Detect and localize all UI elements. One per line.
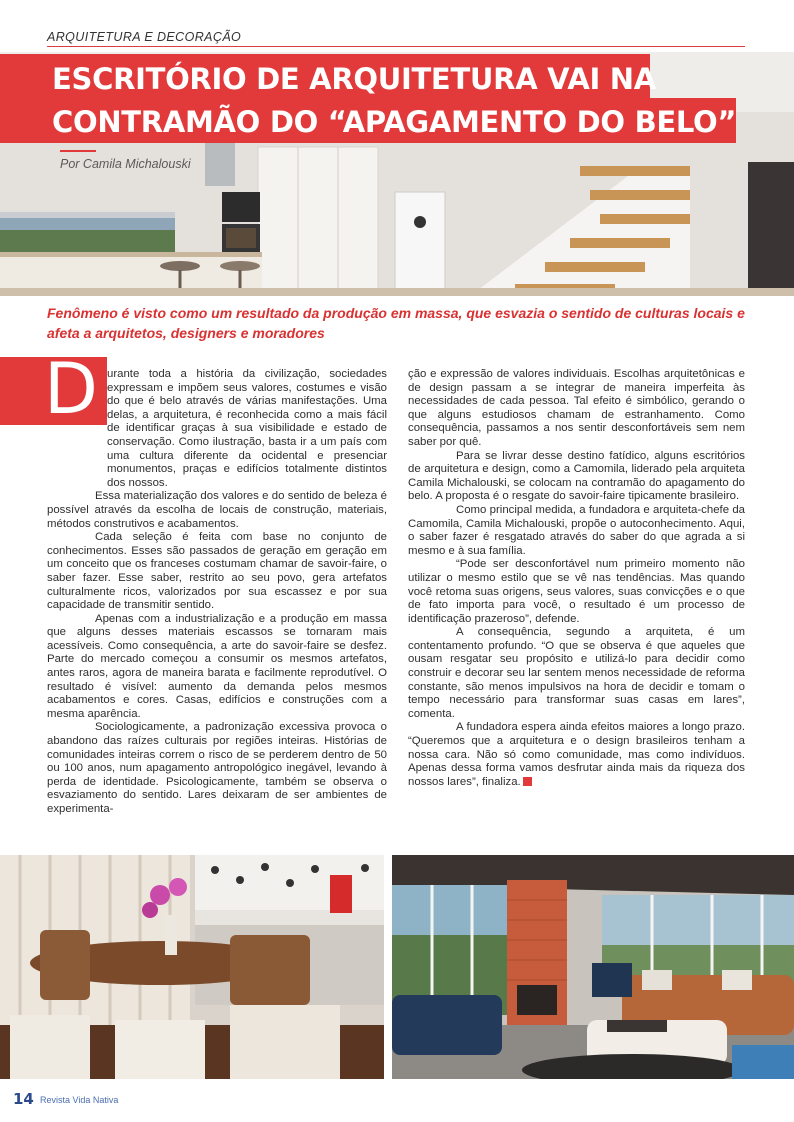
paragraph: Apenas com a industrialização e a produção em massa que alguns desses materiais escassos se tornaram mais acessíveis. Como consequência, a arte do savoir-faire se desfez. Parte do mercado começou a consumir os mesmos artefatos, antes raros, agora de maneira barata e facilmente reprodutível. O resultado é visível: aumento da demanda pelos mesmos acabamentos e cores. Casas, edifícios e construções com a mesma aparência. — [47, 612, 387, 720]
dropcap-letter: D — [44, 348, 98, 430]
author-byline: Por Camila Michalouski — [60, 157, 191, 171]
living-room-illustration — [392, 855, 794, 1079]
paragraph: Essa materialização dos valores e do sentido de beleza é possível através da escolha de locais de construção, materiais, métodos construtivos e acabamentos. — [47, 490, 387, 530]
living-room-photo — [392, 855, 794, 1079]
dining-room-photo — [0, 855, 384, 1079]
section-divider — [47, 46, 745, 47]
paragraph: Cada seleção é feita com base no conjunto de conhecimentos. Esses são passados de geração em geração em um conceito que os franceses costumam chamar de savoir-faire, o saber fazer. Esse saber, restrito ao seu povo, gera artefatos culturalmente ricos, valorizados por sua escassez e por sua capacidade de transmitir sentido. — [47, 531, 387, 612]
paragraph: “Pode ser desconfortável num primeiro momento não utilizar o mesmo estilo que se vê nas tendências. Mas quando você retoma suas origens, seus valores, suas convicções e o que de fato importa para você, o resultado é um processo de identificação prazeroso”, defende. — [408, 558, 745, 625]
article-headline — [52, 58, 752, 144]
article-lead: Fenômeno é visto como um resultado da produção em massa, que esvazia o sentido de culturas locais e afeta a arquitetos, designers e moradores — [47, 305, 745, 341]
body-column-right — [408, 368, 745, 789]
paragraph-final-text: A fundadora espera ainda efeitos maiores a longo prazo. “Queremos que a arquitetura e o design brasileiros tenham a nossa cara. Não só como comunidade, mas como indivíduos. Apenas dessa forma vamos desfrutar ainda mais da riqueza dos nossos lares”, finaliza. — [408, 721, 745, 788]
end-of-article-mark — [523, 777, 532, 786]
paragraph: Como principal medida, a fundadora e arquiteta-chefe da Camomila, Camila Michalouski, propõe o autoconhecimento. Aqui, o saber fazer é resgatado através do saber do que agrada a si mesmo e à sua família. — [408, 503, 745, 557]
paragraph: Para se livrar desse destino fatídico, alguns escritórios de arquitetura e design, como a Camomila, liderado pela arquiteta Camila Michalouski, se colocam na contramão do apagamento do belo. A proposta é o resgate do savoir-faire tipicamente brasileiro. — [408, 449, 745, 503]
section-label: ARQUITETURA E DECORAÇÃO — [47, 30, 242, 44]
headline-line-2: CONTRAMÃO DO “APAGAMENTO DO BELO” — [52, 105, 737, 139]
paragraph: urante toda a história da civilização, sociedades expressam e impõem seus valores, costumes e visão do que é belo através de várias manifestações. Uma delas, a arquitetura, é reconhecida como a mais fácil de identificar graças à sua visibilidade e estado de conservação. Como ilustração, basta ir a um país com uma cultura diferente da ocidental e presenciar monumentos, praças e edifícios totalmente distintos dos nossos. — [107, 368, 387, 489]
paragraph: Sociologicamente, a padronização excessiva provoca o abandono das raízes culturais por regiões inteiras. Histórias de comunidades inteiras correm o risco de se perderem dentro de 50 ou 100 anos, num apagamento antropológico inegável, levando à perda de identidade. Psicologicamente, também se observa o esvaziamento do sentido. Lares deixaram de ser ambientes de experimenta- — [47, 721, 387, 815]
magazine-name: Revista Vida Nativa — [40, 1095, 119, 1105]
dining-room-illustration — [0, 855, 384, 1079]
paragraph: A consequência, segundo a arquiteta, é um contentamento profundo. “O que se observa é que aqueles que ousam resgatar seu propósito e utilizá-lo para decidir como construir e decorar seu lar sentem menos necessidade de reforma constante, são menos impulsivos na hora de decidir e tomam o tempo necessário para transformar suas casas em lares”, comenta. — [408, 626, 745, 720]
body-column-left — [47, 368, 387, 817]
paragraph-final — [408, 721, 745, 789]
headline-line-1: ESCRITÓRIO DE ARQUITETURA VAI NA — [52, 62, 656, 96]
byline-divider — [60, 150, 96, 152]
paragraph: ção e expressão de valores individuais. Escolhas arquitetônicas e de design passam a se integrar de maneira imperfeita às necessidades de cada pessoa. Tal efeito é simbólico, gerando o que alguns estudiosos chamam de estranhamento. Como consequência, passamos a nos sentir desconfortáveis sem nem saber por quê. — [408, 368, 745, 448]
page-number: 14 — [13, 1090, 34, 1108]
